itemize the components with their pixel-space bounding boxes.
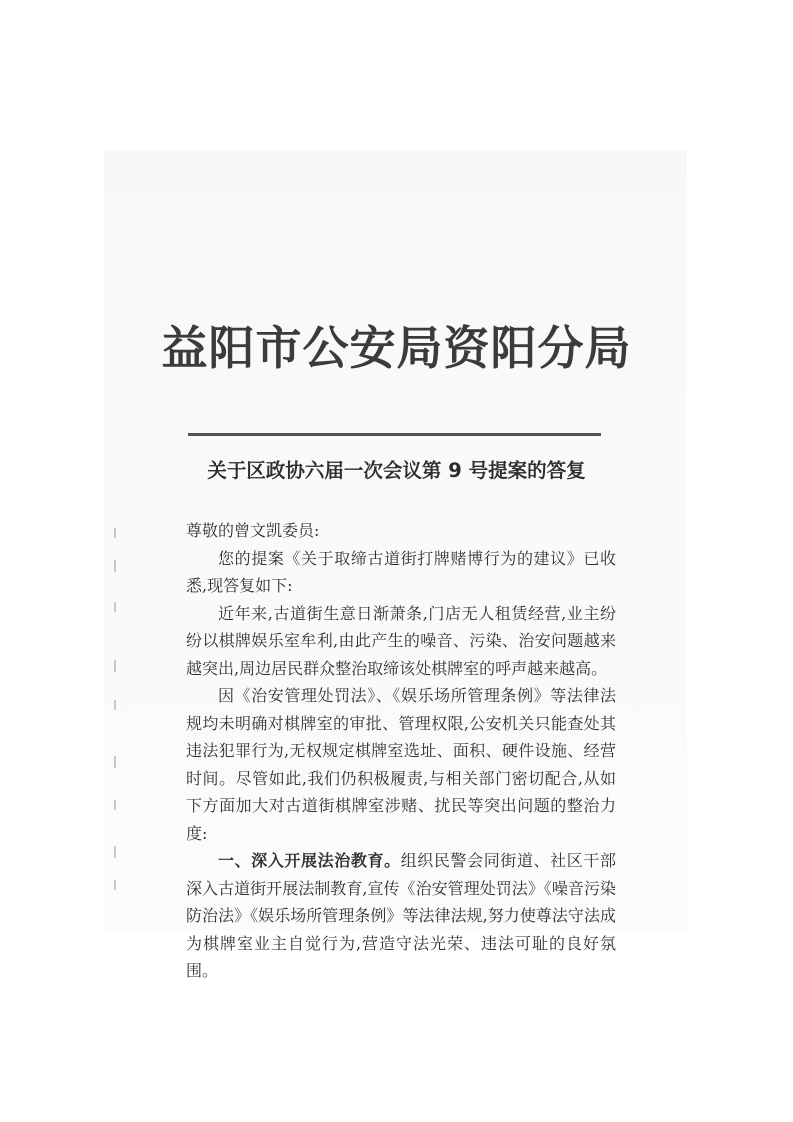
document-title: 关于区政协六届一次会议第 9 号提案的答复 [207, 459, 586, 482]
letterhead-divider [188, 433, 601, 436]
section-text: 组织民警会同街道、社区干部深入古道街开展法制教育,宣传《治安管理处罚法》《噪音污染防治法》《娱乐场所管理条例》等法律法规,努力使尊法守法成为棋牌室业主自觉行为,营造守法光荣、违法可耻的良好氛围。 [186, 851, 616, 980]
margin-mark [114, 660, 116, 672]
document-body [186, 517, 616, 985]
body-paragraph: 您的提案《关于取缔古道街打牌赌博行为的建议》已收悉,现答复如下: [186, 548, 616, 595]
section-paragraph [186, 847, 616, 985]
margin-mark [114, 846, 116, 858]
salutation: 尊敬的曾文凯委员: [186, 521, 320, 540]
margin-mark [114, 528, 116, 538]
margin-mark [114, 800, 116, 810]
body-paragraph: 因《治安管理处罚法》、《娱乐场所管理条例》等法律法规均未明确对棋牌室的审批、管理权限,公安机关只能查处其违法犯罪行为,无权规定棋牌室选址、面积、硬件设施、经营时间。尽管如此,我们仍积极履责,与相关部门密切配合,从如下方面加大对古道街棋牌室涉赌、扰民等突出问题的整治力度: [186, 686, 616, 843]
letterhead-agency-name: 益阳市公安局资阳分局 [161, 321, 632, 375]
margin-mark [114, 602, 116, 612]
margin-mark [114, 880, 116, 890]
margin-mark [114, 756, 116, 768]
margin-mark [114, 700, 116, 710]
section-heading: 一、深入开展法治教育。 [218, 851, 401, 870]
margin-mark [114, 560, 116, 572]
body-paragraph: 近年来,古道街生意日渐萧条,门店无人租赁经营,业主纷纷以棋牌娱乐室牟利,由此产生的噪音、污染、治安问题越来越突出,周边居民群众整治取缔该处棋牌室的呼声越来越高。 [186, 603, 616, 678]
